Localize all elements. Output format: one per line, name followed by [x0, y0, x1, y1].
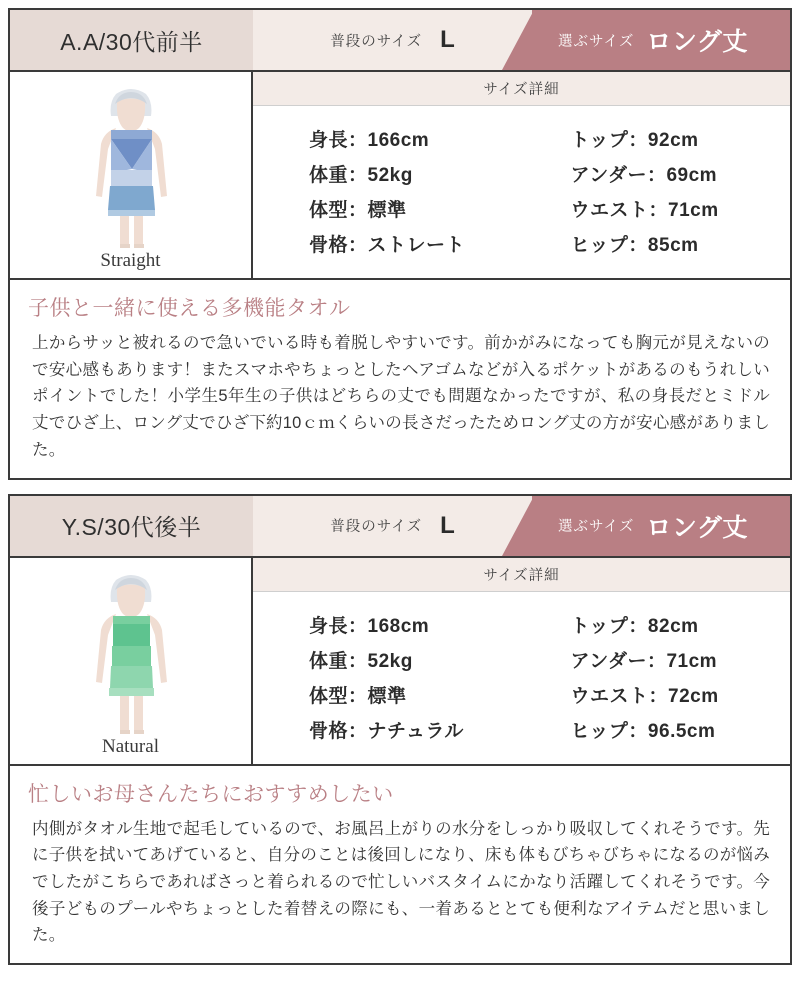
body-illustration-icon: [56, 82, 206, 254]
chosen-size-label: 選ぶサイズ: [558, 519, 635, 536]
chosen-size-value: ロング丈: [646, 513, 748, 542]
usual-size-label: 普段のサイズ: [330, 519, 423, 536]
size-details: [253, 72, 790, 278]
detail-body-type: 体型：標準: [309, 200, 407, 221]
size-details-title: サイズ詳細: [253, 72, 790, 106]
review-header: [10, 10, 790, 72]
reviewer-name: Y.S/30代後半: [10, 496, 253, 556]
review-card: [8, 494, 792, 966]
detail-height: 身長：168cm: [309, 615, 430, 637]
detail-frame: 骨格：ストレート: [309, 235, 466, 256]
review-body: [10, 558, 790, 766]
chosen-size-value: ロング丈: [646, 28, 748, 56]
review-comment: [10, 766, 790, 964]
size-details-grid: [253, 592, 790, 764]
detail-frame: 骨格：ナチュラル: [309, 720, 464, 742]
chosen-size-label: 選ぶサイズ: [558, 33, 635, 50]
detail-top: トップ：92cm: [570, 130, 699, 151]
size-details-left-column: [253, 114, 529, 268]
body-illustration-icon: [56, 568, 206, 740]
comment-text: 内側がタオル生地で起毛しているので、お風呂上がりの水分をしっかり吸収してくれそうです。先に子供を拭いてあげていると、自分のことは後回しになり、床も体もびちゃびちゃになるのが悩みでしたがこちらであればさっと着られるので忙しいバスタイムにかなり活躍してくれそうです。今後子どものプールやちょっとした着替えの際にも、一着あるととても便利なアイテムだと思いました。: [32, 819, 770, 945]
detail-top: トップ：82cm: [570, 615, 699, 637]
body-figure-cell: [10, 72, 253, 278]
detail-body-type: 体型：標準: [309, 685, 407, 707]
size-details-grid: [253, 106, 790, 278]
usual-size-value: L: [440, 26, 455, 53]
comment-text: 上からサッと被れるので急いでいる時も着脱しやすいです。前かがみになっても胸元が見えないので安心感もあります！またスマホやちょっとしたヘアゴムなどが入るポケットがあるのもうれしいポイントでした！小学生5年生の子供はどちらの丈でも問題なかったですが、私の身長だとミドル丈でひざ上、ロング丈でひざ下約10ｃｍくらいの長さだったためロング丈の方が安心感がありました。: [32, 334, 770, 459]
figure-caption: Natural: [102, 735, 159, 757]
review-body: [10, 72, 790, 280]
usual-size-cell: [253, 10, 532, 70]
review-comment: [10, 280, 790, 478]
detail-weight: 体重：52kg: [309, 165, 413, 186]
detail-under: アンダー：69cm: [570, 165, 718, 186]
size-details-title: サイズ詳細: [253, 558, 790, 592]
comment-title: 忙しいお母さんたちにおすすめしたい: [28, 782, 394, 806]
detail-hip: ヒップ：85cm: [570, 235, 699, 256]
detail-under: アンダー：71cm: [570, 650, 718, 672]
chosen-size-cell: [532, 496, 790, 556]
review-header: [10, 496, 790, 558]
body-figure-cell: [10, 558, 253, 764]
size-details-right-column: [529, 114, 791, 268]
usual-size-value: L: [440, 511, 455, 539]
detail-hip: ヒップ：96.5cm: [570, 720, 716, 742]
comment-title: 子供と一緒に使える多機能タオル: [28, 297, 351, 320]
detail-waist: ウエスト：72cm: [570, 685, 719, 707]
size-details: [253, 558, 790, 764]
detail-weight: 体重：52kg: [309, 650, 413, 672]
size-details-left-column: [253, 600, 529, 754]
review-card: [8, 8, 792, 480]
detail-waist: ウエスト：71cm: [570, 200, 719, 221]
usual-size-cell: [253, 496, 532, 556]
size-details-right-column: [529, 600, 791, 754]
detail-height: 身長：166cm: [309, 130, 430, 151]
reviewer-name: A.A/30代前半: [10, 10, 253, 70]
chosen-size-cell: [532, 10, 790, 70]
usual-size-label: 普段のサイズ: [330, 33, 423, 50]
figure-caption: Straight: [100, 250, 161, 271]
